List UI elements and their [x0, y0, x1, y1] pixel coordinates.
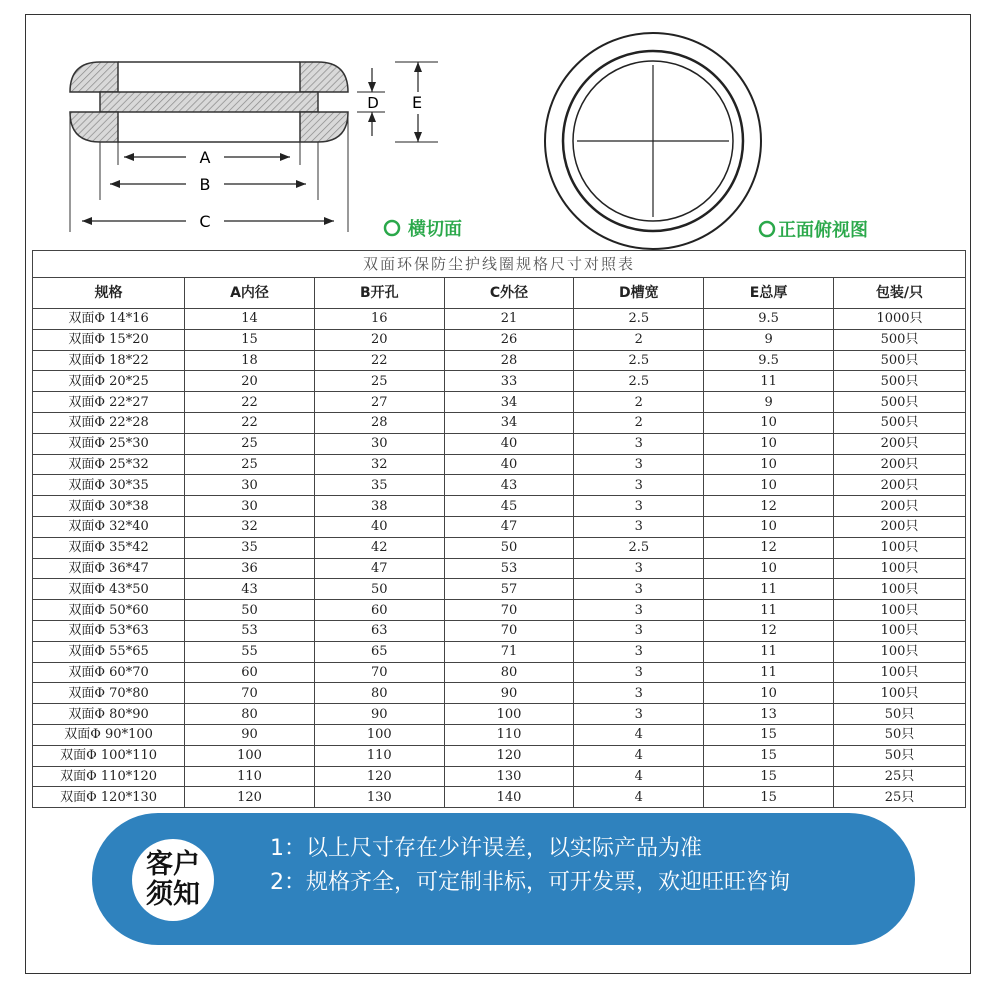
- table-cell: 双面Φ 25*30: [33, 433, 185, 454]
- table-cell: 200只: [833, 454, 965, 475]
- table-cell: 100只: [833, 620, 965, 641]
- column-header: D槽宽: [574, 278, 704, 309]
- table-cell: 130: [314, 787, 444, 808]
- table-cell: 47: [444, 516, 574, 537]
- dimension-e: [395, 62, 438, 142]
- front-view-legend: [760, 219, 868, 241]
- table-cell: 20: [314, 329, 444, 350]
- dimension-d: [357, 68, 385, 136]
- column-header: 规格: [33, 278, 185, 309]
- table-cell: 4: [574, 787, 704, 808]
- table-cell: 11: [704, 600, 834, 621]
- cross-section-legend: [385, 218, 462, 240]
- table-cell: 500只: [833, 371, 965, 392]
- table-cell: 双面Φ 100*110: [33, 745, 185, 766]
- table-cell: 双面Φ 60*70: [33, 662, 185, 683]
- table-cell: 双面Φ 32*40: [33, 516, 185, 537]
- front-view-marker-icon: [760, 222, 774, 236]
- table-row: [33, 392, 966, 413]
- table-cell: 12: [704, 620, 834, 641]
- table-cell: 9.5: [704, 309, 834, 330]
- table-cell: 2: [574, 392, 704, 413]
- table-cell: 20: [185, 371, 315, 392]
- table-cell: 36: [185, 558, 315, 579]
- table-cell: 100: [444, 704, 574, 725]
- table-cell: 25只: [833, 766, 965, 787]
- table-cell: 双面Φ 55*65: [33, 641, 185, 662]
- table-cell: 40: [444, 433, 574, 454]
- table-cell: 80: [314, 683, 444, 704]
- table-cell: 90: [185, 724, 315, 745]
- table-cell: 2: [574, 329, 704, 350]
- table-cell: 500只: [833, 412, 965, 433]
- table-cell: 双面Φ 25*32: [33, 454, 185, 475]
- table-cell: 9: [704, 329, 834, 350]
- table-row: [33, 579, 966, 600]
- table-cell: 43: [444, 475, 574, 496]
- table-cell: 双面Φ 80*90: [33, 704, 185, 725]
- dimension-c-label: C: [199, 212, 211, 231]
- table-cell: 12: [704, 496, 834, 517]
- table-cell: 10: [704, 433, 834, 454]
- table-cell: 53: [185, 620, 315, 641]
- table-cell: 80: [185, 704, 315, 725]
- table-cell: 110: [444, 724, 574, 745]
- dimension-d-label: D: [367, 94, 379, 112]
- table-cell: 140: [444, 787, 574, 808]
- table-cell: 双面Φ 50*60: [33, 600, 185, 621]
- table-row: [33, 433, 966, 454]
- table-cell: 50: [314, 579, 444, 600]
- table-cell: 100只: [833, 579, 965, 600]
- table-row: [33, 704, 966, 725]
- table-cell: 34: [444, 392, 574, 413]
- table-cell: 130: [444, 766, 574, 787]
- table-cell: 10: [704, 475, 834, 496]
- table-cell: 3: [574, 620, 704, 641]
- table-cell: 100只: [833, 558, 965, 579]
- table-cell: 500只: [833, 350, 965, 371]
- table-row: [33, 558, 966, 579]
- table-cell: 3: [574, 641, 704, 662]
- table-cell: 53: [444, 558, 574, 579]
- table-cell: 18: [185, 350, 315, 371]
- table-cell: 15: [704, 724, 834, 745]
- table-cell: 100: [314, 724, 444, 745]
- table-cell: 60: [185, 662, 315, 683]
- table-cell: 3: [574, 683, 704, 704]
- table-title: 双面环保防尘护线圈规格尺寸对照表: [33, 251, 966, 278]
- table-cell: 双面Φ 120*130: [33, 787, 185, 808]
- table-cell: 55: [185, 641, 315, 662]
- table-cell: 42: [314, 537, 444, 558]
- table-row: [33, 537, 966, 558]
- notice-text: [270, 833, 870, 901]
- table-cell: 47: [314, 558, 444, 579]
- table-cell: 11: [704, 641, 834, 662]
- table-cell: 70: [314, 662, 444, 683]
- table-cell: 110: [314, 745, 444, 766]
- table-cell: 100只: [833, 683, 965, 704]
- table-cell: 25只: [833, 787, 965, 808]
- table-cell: 33: [444, 371, 574, 392]
- table-cell: 22: [314, 350, 444, 371]
- table-row: [33, 516, 966, 537]
- table-cell: 65: [314, 641, 444, 662]
- table-cell: 2.5: [574, 350, 704, 371]
- table-cell: 70: [185, 683, 315, 704]
- table-cell: 双面Φ 15*20: [33, 329, 185, 350]
- table-cell: 25: [185, 454, 315, 475]
- table-cell: 22: [185, 392, 315, 413]
- table-cell: 25: [185, 433, 315, 454]
- table-cell: 11: [704, 371, 834, 392]
- table-cell: 120: [314, 766, 444, 787]
- table-cell: 3: [574, 704, 704, 725]
- table-cell: 2.5: [574, 371, 704, 392]
- table-row: [33, 496, 966, 517]
- table-cell: 100: [185, 745, 315, 766]
- dimension-a: [124, 148, 290, 167]
- table-cell: 110: [185, 766, 315, 787]
- table-cell: 15: [704, 766, 834, 787]
- table-cell: 100只: [833, 662, 965, 683]
- table-row: [33, 724, 966, 745]
- table-cell: 双面Φ 90*100: [33, 724, 185, 745]
- table-row: [33, 350, 966, 371]
- table-row: [33, 600, 966, 621]
- table-row: [33, 766, 966, 787]
- table-cell: 双面Φ 36*47: [33, 558, 185, 579]
- table-cell: 双面Φ 35*42: [33, 537, 185, 558]
- table-cell: 90: [444, 683, 574, 704]
- table-cell: 双面Φ 30*38: [33, 496, 185, 517]
- table-cell: 3: [574, 662, 704, 683]
- table-cell: 3: [574, 496, 704, 517]
- table-cell: 25: [314, 371, 444, 392]
- table-cell: 50: [444, 537, 574, 558]
- table-cell: 100只: [833, 641, 965, 662]
- table-row: [33, 329, 966, 350]
- table-cell: 12: [704, 537, 834, 558]
- table-cell: 10: [704, 412, 834, 433]
- table-cell: 双面Φ 70*80: [33, 683, 185, 704]
- column-header: E总厚: [704, 278, 834, 309]
- cross-section-drawing: [70, 62, 348, 232]
- notice-badge-line1: 客户: [146, 849, 200, 880]
- table-cell: 40: [444, 454, 574, 475]
- column-header: B开孔: [314, 278, 444, 309]
- table-row: [33, 745, 966, 766]
- table-cell: 双面Φ 22*27: [33, 392, 185, 413]
- table-cell: 3: [574, 600, 704, 621]
- table-cell: 15: [185, 329, 315, 350]
- table-cell: 双面Φ 20*25: [33, 371, 185, 392]
- table-cell: 100只: [833, 537, 965, 558]
- dimension-b: [110, 175, 306, 194]
- table-cell: 30: [185, 475, 315, 496]
- table-cell: 双面Φ 22*28: [33, 412, 185, 433]
- customer-notice: [92, 813, 915, 945]
- table-cell: 10: [704, 683, 834, 704]
- table-cell: 10: [704, 454, 834, 475]
- table-cell: 1000只: [833, 309, 965, 330]
- table-cell: 3: [574, 516, 704, 537]
- table-cell: 4: [574, 724, 704, 745]
- table-cell: 双面Φ 14*16: [33, 309, 185, 330]
- table-cell: 双面Φ 53*63: [33, 620, 185, 641]
- table-cell: 30: [185, 496, 315, 517]
- table-cell: 43: [185, 579, 315, 600]
- table-cell: 70: [444, 620, 574, 641]
- table-cell: 35: [185, 537, 315, 558]
- table-cell: 27: [314, 392, 444, 413]
- table-cell: 3: [574, 579, 704, 600]
- table-row: [33, 641, 966, 662]
- table-cell: 双面Φ 43*50: [33, 579, 185, 600]
- table-cell: 2.5: [574, 537, 704, 558]
- table-cell: 双面Φ 18*22: [33, 350, 185, 371]
- table-cell: 双面Φ 110*120: [33, 766, 185, 787]
- table-cell: 50只: [833, 745, 965, 766]
- table-cell: 57: [444, 579, 574, 600]
- table-cell: 120: [185, 787, 315, 808]
- table-cell: 35: [314, 475, 444, 496]
- dimension-c: [82, 212, 334, 231]
- table-cell: 16: [314, 309, 444, 330]
- grommet-diagram: [0, 0, 1000, 250]
- table-cell: 2.5: [574, 309, 704, 330]
- table-cell: 4: [574, 745, 704, 766]
- table-row: [33, 683, 966, 704]
- table-cell: 10: [704, 516, 834, 537]
- table-cell: 200只: [833, 496, 965, 517]
- table-cell: 21: [444, 309, 574, 330]
- table-cell: 70: [444, 600, 574, 621]
- table-row: [33, 620, 966, 641]
- table-row: [33, 475, 966, 496]
- table-cell: 11: [704, 579, 834, 600]
- table-cell: 120: [444, 745, 574, 766]
- table-cell: 4: [574, 766, 704, 787]
- table-cell: 15: [704, 745, 834, 766]
- table-cell: 40: [314, 516, 444, 537]
- table-cell: 50只: [833, 724, 965, 745]
- column-header: C外径: [444, 278, 574, 309]
- table-row: [33, 454, 966, 475]
- table-row: [33, 412, 966, 433]
- table-cell: 34: [444, 412, 574, 433]
- table-cell: 3: [574, 433, 704, 454]
- dimension-a-label: A: [199, 148, 211, 167]
- table-cell: 45: [444, 496, 574, 517]
- cross-section-label: 横切面: [408, 219, 462, 240]
- table-cell: 90: [314, 704, 444, 725]
- table-cell: 200只: [833, 433, 965, 454]
- front-view-label: 正面俯视图: [778, 220, 868, 241]
- table-cell: 63: [314, 620, 444, 641]
- table-cell: 28: [314, 412, 444, 433]
- table-cell: 28: [444, 350, 574, 371]
- table-cell: 9: [704, 392, 834, 413]
- table-cell: 22: [185, 412, 315, 433]
- table-row: [33, 309, 966, 330]
- table-cell: 10: [704, 558, 834, 579]
- table-cell: 60: [314, 600, 444, 621]
- table-cell: 11: [704, 662, 834, 683]
- table-cell: 30: [314, 433, 444, 454]
- table-cell: 2: [574, 412, 704, 433]
- table-cell: 13: [704, 704, 834, 725]
- table-cell: 100只: [833, 600, 965, 621]
- front-view-drawing: [545, 33, 761, 249]
- table-cell: 14: [185, 309, 315, 330]
- table-cell: 3: [574, 558, 704, 579]
- table-cell: 9.5: [704, 350, 834, 371]
- table-cell: 200只: [833, 475, 965, 496]
- table-cell: 26: [444, 329, 574, 350]
- table-cell: 32: [314, 454, 444, 475]
- table-row: [33, 662, 966, 683]
- notice-badge: [132, 839, 214, 921]
- table-cell: 500只: [833, 329, 965, 350]
- table-cell: 38: [314, 496, 444, 517]
- notice-line-1: 1：以上尺寸存在少许误差，以实际产品为准: [270, 836, 702, 861]
- table-cell: 15: [704, 787, 834, 808]
- table-row: [33, 371, 966, 392]
- notice-line-2: 2：规格齐全，可定制非标，可开发票，欢迎旺旺咨询: [270, 870, 790, 895]
- table-cell: 双面Φ 30*35: [33, 475, 185, 496]
- table-cell: 71: [444, 641, 574, 662]
- table-cell: 200只: [833, 516, 965, 537]
- table-cell: 50: [185, 600, 315, 621]
- column-header: 包装/只: [833, 278, 965, 309]
- cross-section-marker-icon: [385, 221, 399, 235]
- table-cell: 32: [185, 516, 315, 537]
- table-cell: 50只: [833, 704, 965, 725]
- spec-table: [32, 250, 966, 808]
- dimension-b-label: B: [199, 175, 211, 194]
- table-cell: 80: [444, 662, 574, 683]
- dimension-e-label: E: [412, 93, 423, 112]
- column-header: A内径: [185, 278, 315, 309]
- table-cell: 3: [574, 454, 704, 475]
- table-row: [33, 787, 966, 808]
- notice-badge-line2: 须知: [146, 879, 200, 910]
- table-cell: 500只: [833, 392, 965, 413]
- table-cell: 3: [574, 475, 704, 496]
